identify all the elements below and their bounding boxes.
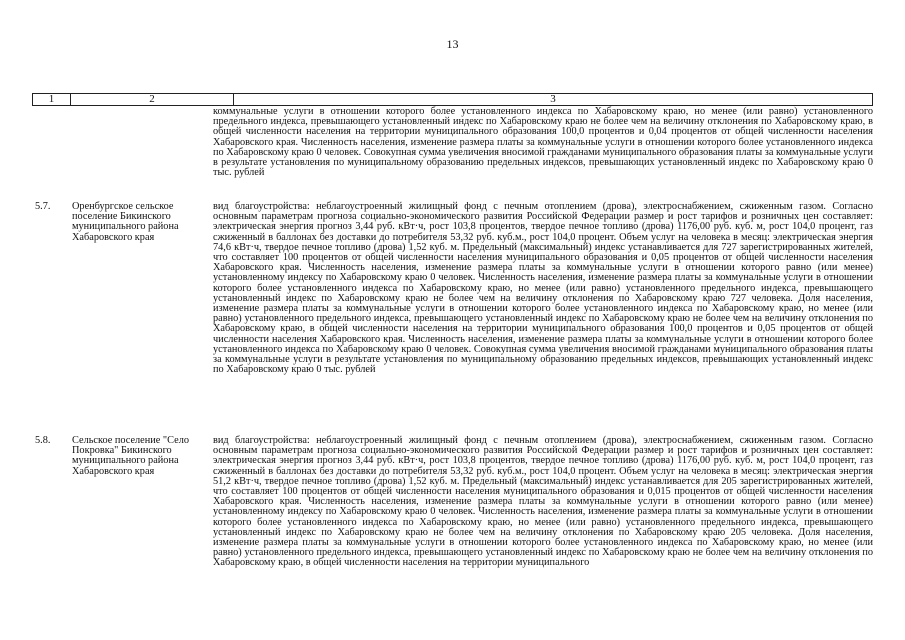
row-description: вид благоустройства: неблагоустроенный жилищный фонд с печным отоплением (дрова), электроснабжением, сжиженным газом. Согласно основным параметрам прогноза социально-экономического развития Российской Федерации размер и рост тарифов и розничных цен составляет: электрическая энергия прогноз 3,44 руб. кВт·ч, рост 103,8 процентов, твердое печное топливо (дрова) 1176,00 руб. куб. м, рост 104,0 процент, газ сжиженный в баллонах без доставки до потребителя 53,32 руб. куб.м., рост 104,0 процент. Объем услуг на человека в месяц: электрическая энергия 51,2 кВт·ч, твердое печное топливо (дрова) 1,52 куб. м. Предельный (максимальный) индекс устанавливается для 205 зарегистрированных жителей, что составляет 100 процентов от общей численности населения муниципального образования и 0,015 процентов от общей численности населения Хабаровского края. Численность населения, изменение размера платы за коммунальные услуги в отношении которого равно (или менее) установленному индексу по Хабаровскому краю 0 человек. Численность населения, изменение размера платы за коммунальные услуги в отношении которого более установленного индекса по Хабаровскому краю, но менее (или равно) установленного предельного индекса, превышающего установленный индекс по Хабаровскому краю не более чем на величину отклонения по Хабаровскому краю 205 человека. Доля населения, изменение размера платы за коммунальные услуги в отношении которого более установленного индекса по Хабаровскому краю, но менее (или равно) установленного предельного индекса, превышающего установленный индекс по Хабаровскому краю не более чем на величину отклонения по Хабаровскому краю, в общей численности населения на территории муниципального <box>213 435 873 569</box>
column-header-2: 2 <box>71 94 234 105</box>
row-description: вид благоустройства: неблагоустроенный жилищный фонд с печным отоплением (дрова), электроснабжением, сжиженным газом. Согласно основным параметрам прогноза социально-экономического развития Российской Федерации размер и рост тарифов и розничных цен составляет: электрическая энергия прогноз 3,44 руб. кВт·ч, рост 103,8 процентов, твердое печное топливо (дрова) 1176,00 руб. куб. м, рост 104,0 процент, газ сжиженный в баллонах без доставки до потребителя 53,32 руб. куб.м., рост 104,0 процент. Объем услуг на человека в месяц: электрическая энергия 74,6 кВт·ч, твердое печное топливо (дрова) 1,52 куб. м. Предельный (максимальный) индекс устанавливается для 727 зарегистрированных жителей, что составляет 100 процентов от общей численности населения муниципального образования и 0,05 процентов от общей численности населения Хабаровского края. Численность населения, изменение размера платы за коммунальные услуги в отношении которого равно (или менее) установленному индексу по Хабаровскому краю 0 человек. Численность населения, изменение размера платы за коммунальные услуги в отношении которого более установленного индекса по Хабаровскому краю, но менее (или равно) установленного предельного индекса, превышающего установленный индекс по Хабаровскому краю не более чем на величину отклонения по Хабаровскому краю 727 человека. Доля населения, изменение размера платы за коммунальные услуги в отношении которого более установленного индекса по Хабаровскому краю, но менее (или равно) установленного предельного индекса, превышающего установленный индекс по Хабаровскому краю не более чем на величину отклонения по Хабаровскому краю, в общей численности населения на территории муниципального образования 100,0 процентов и 0,05 процентов от общей численности населения Хабаровского края. Численность населения, изменение размера платы за коммунальные услуги в отношении которого более установленного индекса по Хабаровскому краю 0 человек. Совокупная сумма увеличения вносимой гражданами муниципального образования платы за коммунальные услуги в результате установления по муниципальному образованию предельных индексов, превышающих установленный индекс по Хабаровскому краю 0 тыс. рублей <box>213 201 873 376</box>
municipality-name: Оренбургское сельское поселение Бикинского муниципального района Хабаровского края <box>72 201 179 243</box>
column-header-3: 3 <box>550 93 556 105</box>
page-number: 13 <box>446 37 459 51</box>
row-number: 5.7. <box>35 201 51 212</box>
row-number: 5.8. <box>35 435 51 446</box>
continuation-text: коммунальные услуги в отношении которого более установленного индекса по Хабаровскому краю, но менее (или равно) установленного предельного индекса, превышающего установленный индекс по Хабаровскому краю не более чем на величину отклонения по Хабаровскому краю, в общей численности населения на территории муниципального образования 100,0 процентов и 0,04 процентов от общей численности населения Хабаровского края. Численность населения, изменение размера платы за коммунальные услуги в отношении которого более установленного индекса по Хабаровскому краю 0 человек. Совокупная сумма увеличения вносимой гражданами муниципального образования платы за коммунальные услуги в результате установления по муниципальному образованию предельных индексов, превышающих установленный индекс по Хабаровскому краю 0 тыс. рублей <box>213 106 873 179</box>
column-header-1: 1 <box>33 94 71 105</box>
table-header <box>32 93 873 106</box>
municipality-name: Сельское поселение "Село Покровка" Бикинского муниципального района Хабаровского края <box>72 435 189 477</box>
